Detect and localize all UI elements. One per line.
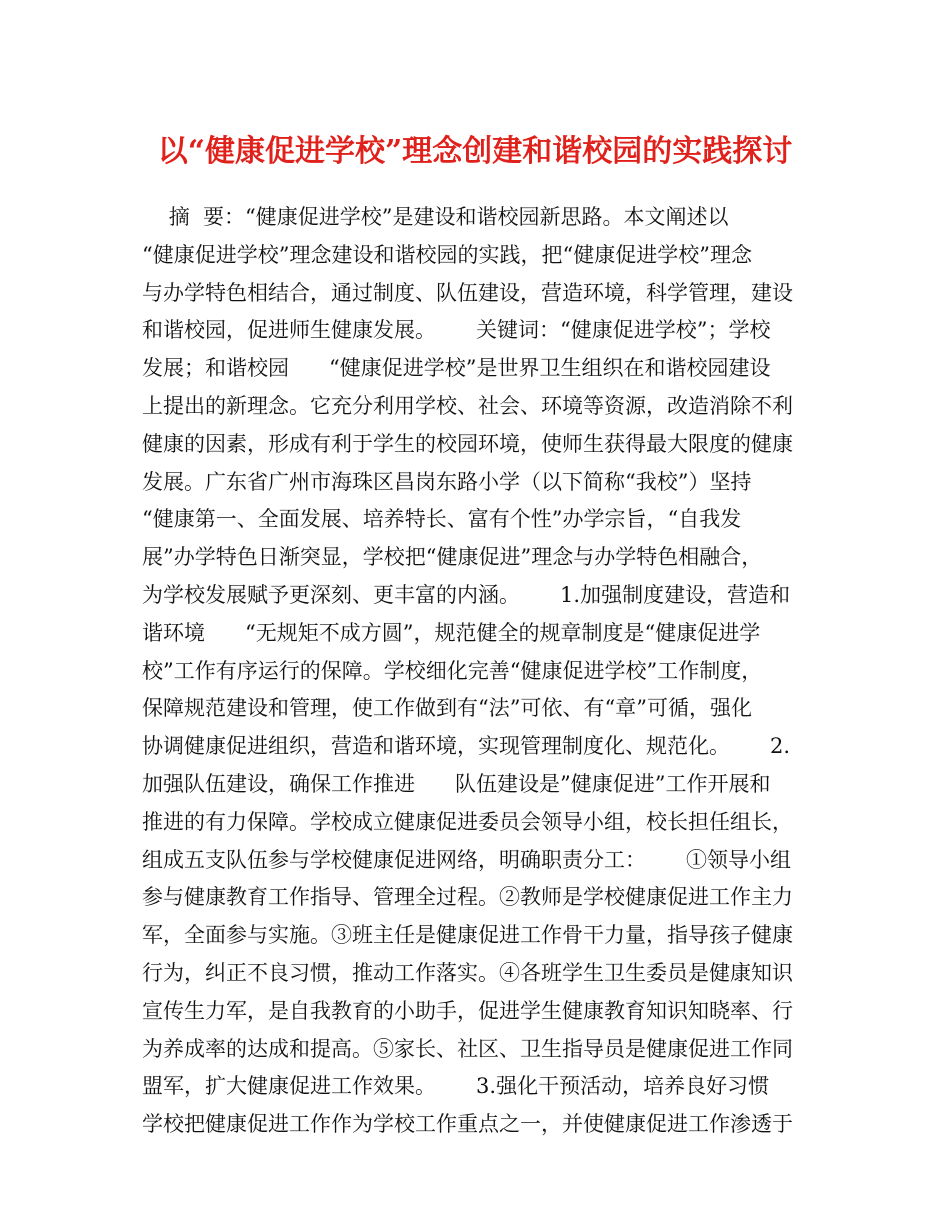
body-line: 盟军，扩大健康促进工作效果。 3.强化干预活动，培养良好习惯 xyxy=(142,1074,770,1099)
body-line: 摘 要：“健康促进学校”是建设和谐校园新思路。本文阐述以 xyxy=(142,205,729,229)
body-line: 校”工作有序运行的保障。学校细化完善“健康促进学校”工作制度， xyxy=(142,658,763,683)
body-line: 展”办学特色日渐突显，学校把“健康促进”理念与办学特色相融合， xyxy=(142,545,763,570)
body-line: 上提出的新理念。它充分利用学校、社会、环境等资源，改造消除不利 xyxy=(142,393,793,418)
body-line: 军，全面参与实施。③班主任是健康促进工作骨干力量，指导孩子健康 xyxy=(142,923,793,948)
body-line: 发展。广东省广州市海珠区昌岗东路小学（以下简称“我校”）坚持 xyxy=(142,469,752,494)
body-line: 健康的因素，形成有利于学生的校园环境，使师生获得最大限度的健康 xyxy=(142,431,793,456)
body-line: 推进的有力保障。学校成立健康促进委员会领导小组，校长担任组长， xyxy=(142,809,793,834)
document-body xyxy=(142,199,814,1144)
body-line: “健康第一、全面发展、培养特长、富有个性”办学宗旨，“自我发 xyxy=(142,507,742,532)
body-line: 宣传生力军，是自我教育的小助手，促进学生健康教育知识知晓率、行 xyxy=(142,998,793,1023)
body-line: “健康促进学校”理念建设和谐校园的实践，把“健康促进学校”理念 xyxy=(142,242,752,267)
body-line: 为学校发展赋予更深刻、更丰富的内涵。 1.加强制度建设，营造和 xyxy=(142,582,791,607)
body-line: 和谐校园，促进师生健康发展。 关键词：“健康促进学校”；学校 xyxy=(142,318,771,343)
body-line: 发展；和谐校园 “健康促进学校”是世界卫生组织在和谐校园建设 xyxy=(142,356,771,381)
body-line: 为养成率的达成和提高。⑤家长、社区、卫生指导员是健康促进工作同 xyxy=(142,1036,793,1061)
body-line: 行为，纠正不良习惯，推动工作落实。④各班学生卫生委员是健康知识 xyxy=(142,960,793,985)
body-line: 协调健康促进组织，营造和谐环境，实现管理制度化、规范化。 2. xyxy=(142,734,791,759)
body-line: 保障规范建设和管理，使工作做到有“法”可依、有“章”可循，强化 xyxy=(142,696,752,721)
body-line: 与办学特色相结合，通过制度、队伍建设，营造环境，科学管理，建设 xyxy=(142,280,793,305)
body-line: 加强队伍建设，确保工作推进 队伍建设是”健康促进”工作开展和 xyxy=(142,771,771,796)
body-line: 组成五支队伍参与学校健康促进网络，明确职责分工： ①领导小组 xyxy=(142,847,792,872)
body-line: 学校把健康促进工作作为学校工作重点之一，并使健康促进工作渗透于 xyxy=(142,1112,793,1137)
body-line: 参与健康教育工作指导、管理全过程。②教师是学校健康促进工作主力 xyxy=(142,885,793,910)
document-title: 以“健康促进学校”理念创建和谐校园的实践探讨 xyxy=(157,134,793,169)
body-line: 谐环境 “无规矩不成方圆”，规范健全的规章制度是“健康促进学 xyxy=(142,620,761,645)
